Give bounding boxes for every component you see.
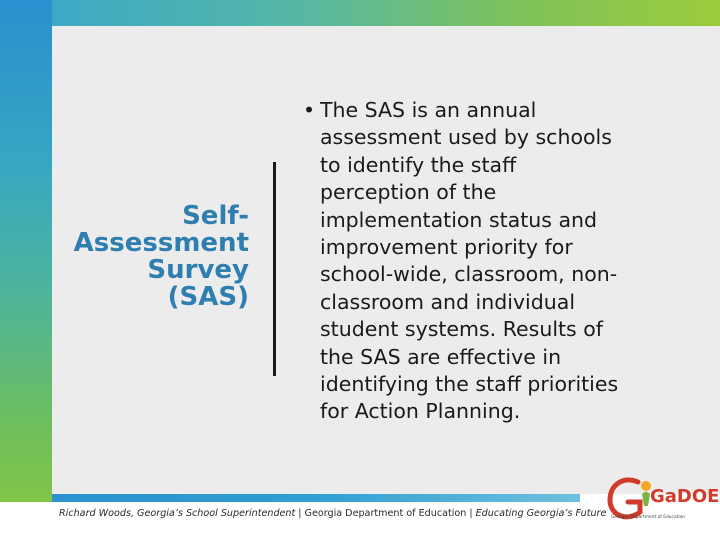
bullet-line: the SAS are effective in [320,344,562,369]
logo-subtitle: Georgia Department of Education [611,515,686,520]
bullet-line: improvement priority for [320,235,573,260]
footer-tagline: Educating Georgia’s Future [475,508,607,519]
bullet-line: assessment used by schools [320,125,612,150]
title-line: Survey [147,255,249,285]
footer [59,508,606,520]
bullet-line: perception of the [320,180,497,205]
footer-separator: | [298,508,302,519]
bullet-line: identifying the staff priorities [320,372,619,397]
footer-department: Georgia Department of Education [304,508,467,519]
bullet-line: to identify the staff [320,152,517,177]
bottom-left-white [0,502,52,540]
slide-title [52,203,249,311]
bullet-line: school-wide, classroom, non- [320,262,618,287]
title-line: (SAS) [167,282,249,312]
footer-separator: | [469,508,473,519]
bullet-line: student systems. Results of [320,317,604,342]
bullet-line: classroom and individual [320,289,576,314]
logo-wordmark: GaDOE [650,486,720,507]
bullet-marker: • [303,98,316,122]
vertical-divider [273,162,276,376]
top-gradient-band [52,0,720,26]
title-line: Self- [182,201,249,231]
footer-superintendent: Richard Woods, Georgia’s School Superintendent [59,508,296,519]
title-line: Assessment [73,228,249,258]
bullet-line: The SAS is an annual [320,98,537,122]
bullet-line: for Action Planning. [320,399,521,424]
bullet-line: implementation status and [320,207,598,232]
left-gradient-band [0,0,52,540]
bottom-gradient-rule [52,494,580,502]
bullet-text [300,97,690,426]
